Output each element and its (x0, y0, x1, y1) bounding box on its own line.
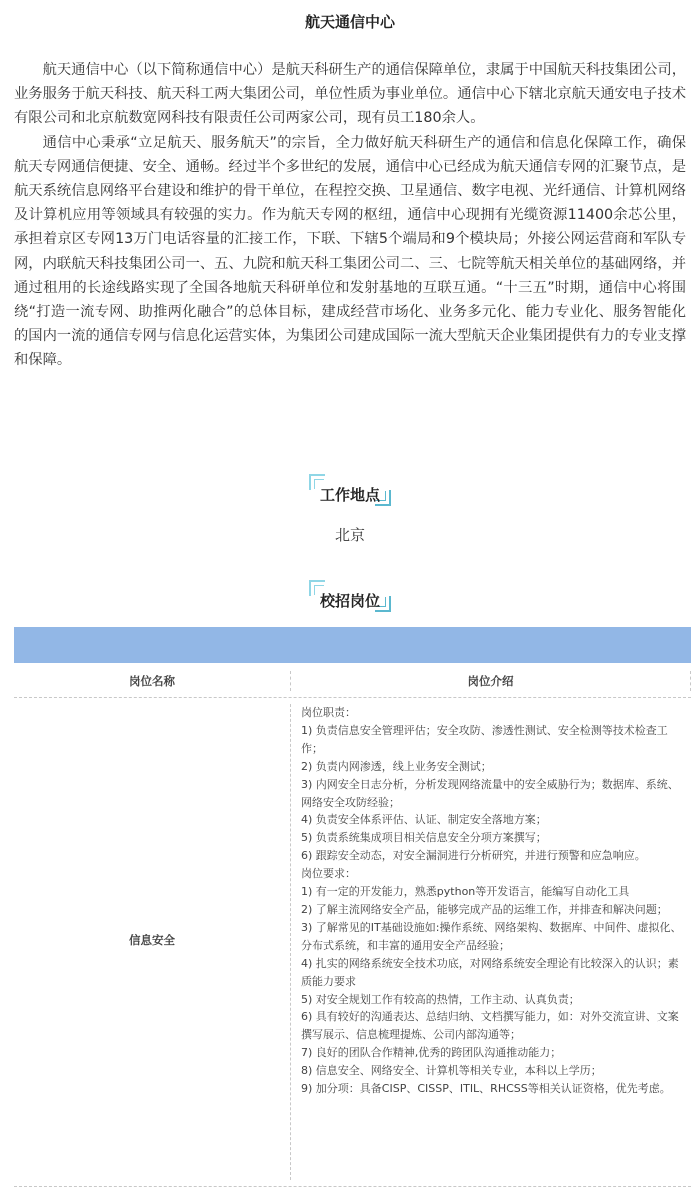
job-description-line: 3) 内网安全日志分析，分析发现网络流量中的安全威胁行为；数据库、系统、网络安全攻防经验； (301, 777, 679, 809)
intro-paragraph-2: 通信中心秉承“立足航天、服务航天”的宗旨，全力做好航天科研生产的通信和信息化保障工作，确保航天专网通信便捷、安全、通畅。经过半个多世纪的发展，通信中心已经成为航天通信专网的汇聚节点，是航天系统信息网络平台建设和维护的骨干单位，在程控交换、卫星通信、数字电视、光纤通信、计算机网络及计算机应用等领域具有较强的实力。作为航天专网的枢纽，通信中心现拥有光缆资源11400余芯公里，承担着京区专网13万门电话容量的汇接工作，下联、下辖5个端局和9个模块局；外接公网运营商和军队专网，内联航天科技集团公司一、五、九院和航天科工集团公司二、三、七院等航天相关单位的基础网络，并通过租用的长途线路实现了全国各地航天科研单位和发射基地的互联互通。“十三五”时期，通信中心将围绕“打造一流专网、助推两化融合”的总体目标，建成经营市场化、业务多元化、能力专业化、服务智能化的国内一流的通信专网与信息化运营实体，为集团公司建成国际一流大型航天企业集团提供有力的专业支撑和保障。 (14, 134, 686, 369)
column-header-description: 岗位介绍 (467, 674, 514, 688)
work-location-heading: 工作地点 (319, 486, 380, 504)
job-description-line: 2) 负责内网渗透，线上业务安全测试； (301, 759, 492, 773)
job-description-line: 1) 负责信息安全管理评估；安全攻防、渗透性测试、安全检测等技术检查工作； (301, 723, 668, 755)
jobs-heading: 校招岗位 (319, 592, 380, 610)
column-divider (290, 704, 291, 1180)
job-description-line: 2) 了解主流网络安全产品，能够完成产品的运维工作，并排查和解决问题； (301, 902, 668, 916)
table-banner (14, 627, 691, 663)
work-location-value: 北京 (334, 526, 365, 544)
job-description-line: 5) 负责系统集成项目相关信息安全分项方案撰写； (301, 831, 547, 845)
jobs-table (14, 627, 691, 1187)
table-row (14, 698, 691, 1187)
intro-section (14, 58, 686, 373)
job-description-line: 8) 信息安全、网络安全、计算机等相关专业，本科以上学历； (301, 1064, 602, 1078)
work-location-heading-block (0, 474, 700, 518)
job-description-line: 9) 加分项：具备CISP、CISSP、ITIL、RHCSS等相关认证资格，优先考虑。 (301, 1082, 671, 1096)
column-header-name: 岗位名称 (129, 674, 175, 688)
job-description-line: 4) 扎实的网络系统安全技术功底，对网络系统安全理论有比较深入的认识；素质能力要求 (301, 956, 679, 988)
job-description-line: 6) 跟踪安全动态，对安全漏洞进行分析研究，并进行预警和应急响应。 (301, 849, 646, 863)
job-name: 信息安全 (129, 933, 175, 947)
job-description-line: 4) 负责安全体系评估、认证、制定安全落地方案； (301, 813, 547, 827)
job-description-line: 5) 对安全规划工作有较高的热情，工作主动、认真负责； (301, 992, 580, 1006)
job-description-line: 7) 良好的团队合作精神,优秀的跨团队沟通推动能力； (301, 1046, 562, 1060)
job-description-line: 岗位要求： (301, 867, 356, 881)
page-title: 航天通信中心 (304, 13, 395, 31)
intro-paragraph-1: 航天通信中心（以下简称通信中心）是航天科研生产的通信保障单位，隶属于中国航天科技集团公司，业务服务于航天科技、航天科工两大集团公司，单位性质为事业单位。通信中心下辖北京航天通安电子技术有限公司和北京航数宽网科技有限责任公司两家公司，现有员工180余人。 (14, 62, 686, 127)
column-divider (690, 671, 691, 691)
job-description-line: 1) 有一定的开发能力，熟悉python等开发语言，能编写自动化工具 (301, 885, 630, 899)
job-description-line: 6) 具有较好的沟通表达、总结归纳、文档撰写能力，如：对外交流宣讲、文案撰写展示、信息梳理提炼、公司内部沟通等； (301, 1010, 679, 1042)
jobs-heading-block (0, 580, 700, 624)
job-description-line: 3) 了解常见的IT基础设施如:操作系统、网络架构、数据库、中间件、虚拟化、分布式系统，和丰富的通用安全产品经验； (301, 920, 682, 952)
job-description (301, 704, 686, 1098)
table-header-row (14, 663, 691, 698)
job-description-line: 岗位职责： (301, 706, 356, 719)
